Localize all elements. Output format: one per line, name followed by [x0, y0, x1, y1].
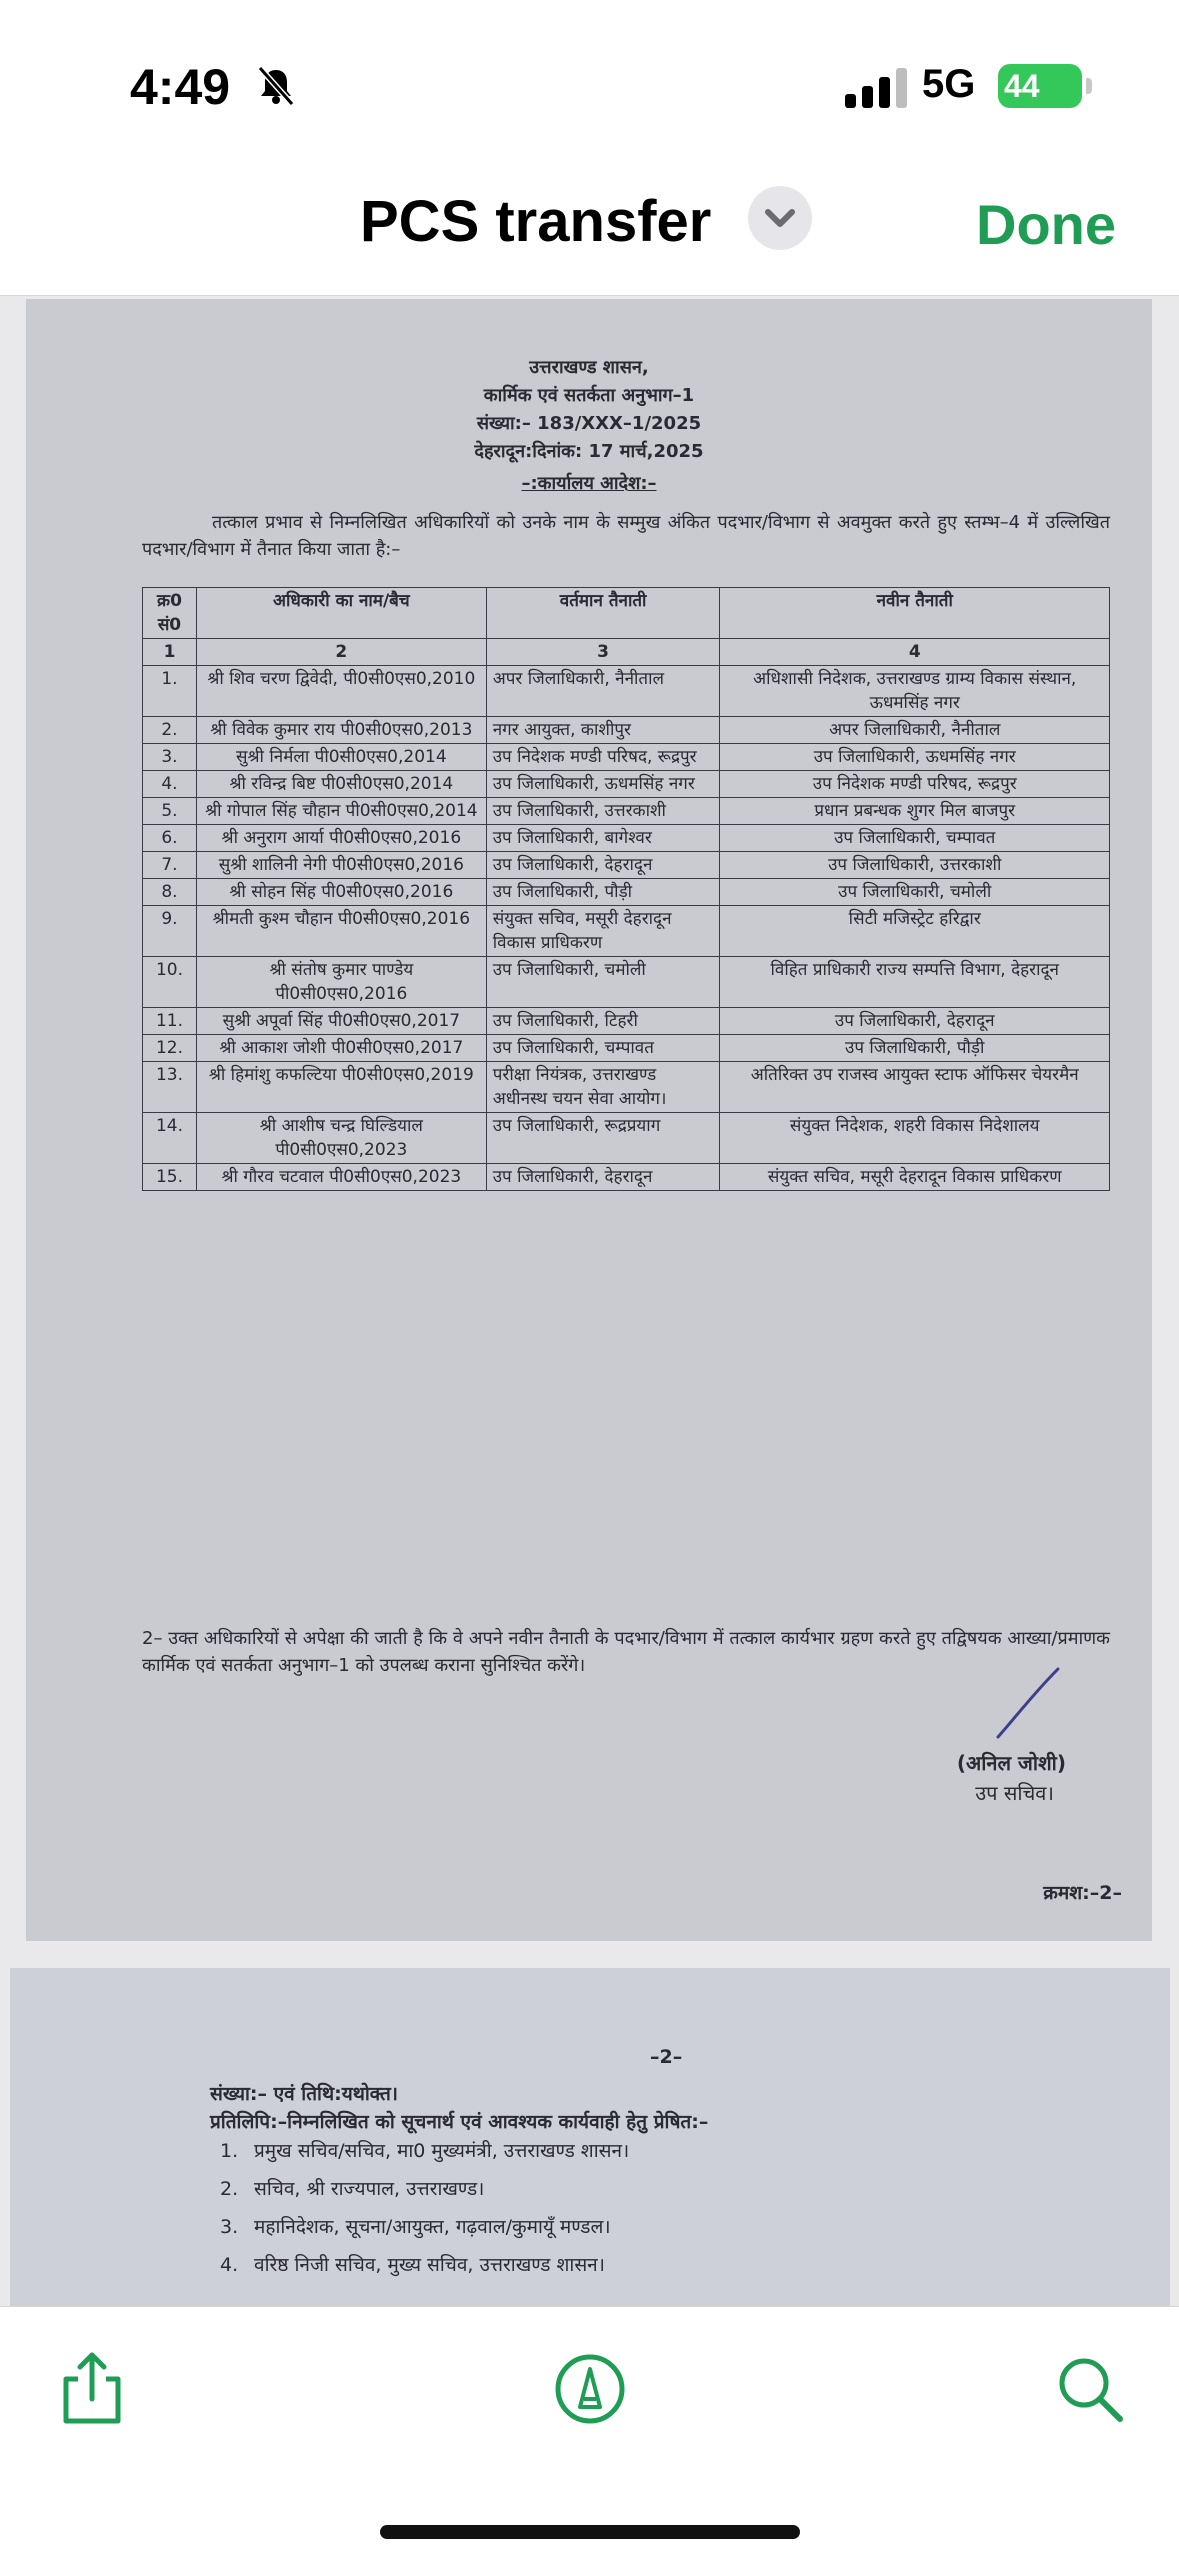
bottom-toolbar	[0, 2306, 1179, 2557]
document-viewer[interactable]	[0, 296, 1179, 2306]
list-item	[220, 2208, 629, 2246]
table-row	[143, 771, 1110, 798]
doc-header-line-5: –:कार्यालय आदेश:–	[521, 473, 657, 494]
navigation-bar	[0, 150, 1179, 296]
column-number: 1	[143, 639, 197, 666]
list-text: प्रमुख सचिव/सचिव, मा0 मुख्यमंत्री, उत्तराखण्ड शासन।	[254, 2140, 630, 2162]
battery-icon	[998, 64, 1082, 108]
current-posting-cell: अपर जिलाधिकारी, नैनीताल	[486, 666, 720, 717]
row-number: 13.	[143, 1062, 197, 1113]
table-row	[143, 1035, 1110, 1062]
officer-name-cell: श्री गौरव चटवाल पी0सी0एस0,2023	[196, 1164, 486, 1191]
home-indicator[interactable]	[380, 2525, 800, 2539]
column-number: 2	[196, 639, 486, 666]
transfer-table	[142, 587, 1110, 1191]
new-posting-cell: उप जिलाधिकारी, उत्तरकाशी	[720, 852, 1110, 879]
current-posting-cell: संयुक्त सचिव, मसूरी देहरादून विकास प्राधिकरण	[486, 906, 720, 957]
new-posting-cell: अधिशासी निदेशक, उत्तराखण्ड ग्राम्य विकास संस्थान, ऊधमसिंह नगर	[720, 666, 1110, 717]
table-row	[143, 666, 1110, 717]
current-posting-cell: उप जिलाधिकारी, देहरादून	[486, 1164, 720, 1191]
table-row	[143, 798, 1110, 825]
search-icon[interactable]	[1050, 2349, 1130, 2429]
list-number: 2.	[220, 2178, 239, 2200]
officer-name-cell: श्री हिमांशु कफल्टिया पी0सी0एस0,2019	[196, 1062, 486, 1113]
battery-level: 44	[1004, 68, 1040, 104]
document-page-2	[10, 1968, 1170, 2306]
silent-bell-icon	[254, 64, 298, 108]
table-row	[143, 1062, 1110, 1113]
table-header: वर्तमान तैनाती	[486, 588, 720, 639]
new-posting-cell: उप जिलाधिकारी, देहरादून	[720, 1008, 1110, 1035]
chevron-down-icon	[748, 186, 812, 250]
continued-marker: क्रमश:–2–	[1043, 1882, 1122, 1904]
current-posting-cell: उप जिलाधिकारी, उत्तरकाशी	[486, 798, 720, 825]
table-body	[143, 666, 1110, 1191]
row-number: 2.	[143, 717, 197, 744]
done-button[interactable]: Done	[976, 193, 1116, 256]
doc-header-line-4: देहरादून:दिनांक: 17 मार्च,2025	[474, 441, 704, 462]
officer-name-cell: श्री विवेक कुमार राय पी0सी0एस0,2013	[196, 717, 486, 744]
row-number: 1.	[143, 666, 197, 717]
list-number: 1.	[220, 2140, 239, 2162]
column-number: 3	[486, 639, 720, 666]
table-row	[143, 825, 1110, 852]
table-row	[143, 879, 1110, 906]
new-posting-cell: सिटी मजिस्ट्रेट हरिद्वार	[720, 906, 1110, 957]
row-number: 10.	[143, 957, 197, 1008]
doc-header-line-3: संख्या:– 183/XXX–1/2025	[476, 413, 702, 434]
doc-header-line-1: उत्तराखण्ड शासन,	[529, 357, 649, 378]
row-number: 11.	[143, 1008, 197, 1035]
table-header: क्र0 सं0	[143, 588, 197, 639]
officer-name-cell: श्री सोहन सिंह पी0सी0एस0,2016	[196, 879, 486, 906]
new-posting-cell: उप जिलाधिकारी, चम्पावत	[720, 825, 1110, 852]
signatory-designation: उप सचिव।	[975, 1781, 1054, 1805]
row-number: 14.	[143, 1113, 197, 1164]
title-menu-button[interactable]	[748, 186, 812, 250]
signatory-name: (अनिल जोशी)	[956, 1751, 1066, 1775]
new-posting-cell: उप जिलाधिकारी, पौड़ी	[720, 1035, 1110, 1062]
table-header: अधिकारी का नाम/बैच	[196, 588, 486, 639]
officer-name-cell: श्री अनुराग आर्या पी0सी0एस0,2016	[196, 825, 486, 852]
officer-name-cell: श्री शिव चरण द्विवेदी, पी0सी0एस0,2010	[196, 666, 486, 717]
officer-name-cell: सुश्री अपूर्वा सिंह पी0सी0एस0,2017	[196, 1008, 486, 1035]
column-number-row	[143, 639, 1110, 666]
table-row	[143, 852, 1110, 879]
table-header-row	[143, 588, 1110, 639]
list-item	[220, 2170, 629, 2208]
current-posting-cell: नगर आयुक्त, काशीपुर	[486, 717, 720, 744]
current-posting-cell: उप जिलाधिकारी, देहरादून	[486, 852, 720, 879]
row-number: 15.	[143, 1164, 197, 1191]
new-posting-cell: उप जिलाधिकारी, चमोली	[720, 879, 1110, 906]
current-posting-cell: उप जिलाधिकारी, ऊधमसिंह नगर	[486, 771, 720, 798]
list-item	[220, 2246, 629, 2284]
new-posting-cell: प्रधान प्रबन्धक शुगर मिल बाजपुर	[720, 798, 1110, 825]
list-number: 3.	[220, 2216, 239, 2238]
document-title[interactable]: PCS transfer	[360, 189, 712, 254]
copy-to-line: प्रतिलिपि:–निम्नलिखित को सूचनार्थ एवं आवश्यक कार्यवाही हेतु प्रेषित:–	[210, 2111, 709, 2133]
new-posting-cell: संयुक्त सचिव, मसूरी देहरादून विकास प्राधिकरण	[720, 1164, 1110, 1191]
doc-header-line-2: कार्मिक एवं सतर्कता अनुभाग–1	[483, 385, 695, 406]
table-row	[143, 717, 1110, 744]
current-posting-cell: उप जिलाधिकारी, रूद्रप्रयाग	[486, 1113, 720, 1164]
status-time: 4:49	[130, 59, 231, 115]
officer-name-cell: श्री संतोष कुमार पाण्डेय पी0सी0एस0,2016	[196, 957, 486, 1008]
list-text: महानिदेशक, सूचना/आयुक्त, गढ़वाल/कुमायूँ मण्डल।	[254, 2216, 611, 2238]
row-number: 8.	[143, 879, 197, 906]
row-number: 4.	[143, 771, 197, 798]
table-row	[143, 957, 1110, 1008]
current-posting-cell: उप जिलाधिकारी, चमोली	[486, 957, 720, 1008]
row-number: 7.	[143, 852, 197, 879]
current-posting-cell: परीक्षा नियंत्रक, उत्तराखण्ड अधीनस्थ चयन सेवा आयोग।	[486, 1062, 720, 1113]
new-posting-cell: विहित प्राधिकारी राज्य सम्पत्ति विभाग, देहरादून	[720, 957, 1110, 1008]
current-posting-cell: उप जिलाधिकारी, चम्पावत	[486, 1035, 720, 1062]
officer-name-cell: सुश्री शालिनी नेगी पी0सी0एस0,2016	[196, 852, 486, 879]
markup-icon[interactable]	[550, 2349, 630, 2429]
officer-name-cell: श्री आशीष चन्द्र घिल्डियाल पी0सी0एस0,2023	[196, 1113, 486, 1164]
new-posting-cell: उप निदेशक मण्डी परिषद, रूद्रपुर	[720, 771, 1110, 798]
copy-list	[220, 2132, 629, 2284]
intro-paragraph: तत्काल प्रभाव से निम्नलिखित अधिकारियों को उनके नाम के सम्मुख अंकित पदभार/विभाग से अवमुक्त करते हुए स्तम्भ–4 में उल्लिखित पदभार/विभाग में तैनात किया जाता है:–	[142, 512, 1110, 560]
page-number: –2–	[650, 2046, 683, 2068]
current-posting-cell: उप जिलाधिकारी, पौड़ी	[486, 879, 720, 906]
officer-name-cell: श्री गोपाल सिंह चौहान पी0सी0एस0,2014	[196, 798, 486, 825]
battery-tip	[1086, 78, 1092, 94]
column-number: 4	[720, 639, 1110, 666]
officer-name-cell: श्री रविन्द्र बिष्ट पी0सी0एस0,2014	[196, 771, 486, 798]
row-number: 5.	[143, 798, 197, 825]
row-number: 6.	[143, 825, 197, 852]
instruction-paragraph: 2– उक्त अधिकारियों से अपेक्षा की जाती है कि वे अपने नवीन तैनाती के पदभार/विभाग में तत्काल कार्यभार ग्रहण करते हुए तद्विषयक आख्या/प्रमाणक कार्मिक एवं सतर्कता अनुभाग–1 को उपलब्ध कराना सुनिश्चित करेंगे।	[142, 1628, 1110, 1676]
document-page-1	[26, 299, 1152, 1941]
table-header: नवीन तैनाती	[720, 588, 1110, 639]
new-posting-cell: संयुक्त निदेशक, शहरी विकास निदेशालय	[720, 1113, 1110, 1164]
officer-name-cell: सुश्री निर्मला पी0सी0एस0,2014	[196, 744, 486, 771]
table-row	[143, 744, 1110, 771]
signature-icon	[994, 1663, 1064, 1743]
signal-icon	[845, 68, 911, 108]
table-row	[143, 1113, 1110, 1164]
table-row	[143, 1008, 1110, 1035]
status-bar	[0, 0, 1179, 150]
current-posting-cell: उप जिलाधिकारी, टिहरी	[486, 1008, 720, 1035]
network-type: 5G	[922, 62, 976, 106]
list-text: सचिव, श्री राज्यपाल, उत्तराखण्ड।	[254, 2178, 485, 2200]
share-icon[interactable]	[52, 2349, 132, 2429]
list-item	[220, 2132, 629, 2170]
officer-name-cell: श्री आकाश जोशी पी0सी0एस0,2017	[196, 1035, 486, 1062]
table-row	[143, 906, 1110, 957]
current-posting-cell: उप निदेशक मण्डी परिषद, रूद्रपुर	[486, 744, 720, 771]
new-posting-cell: अतिरिक्त उप राजस्व आयुक्त स्टाफ ऑफिसर चेयरमैन	[720, 1062, 1110, 1113]
reference-line: संख्या:– एवं तिथि:यथोक्त।	[210, 2083, 399, 2105]
list-number: 4.	[220, 2254, 239, 2276]
row-number: 3.	[143, 744, 197, 771]
officer-name-cell: श्रीमती कुश्म चौहान पी0सी0एस0,2016	[196, 906, 486, 957]
list-text: वरिष्ठ निजी सचिव, मुख्य सचिव, उत्तराखण्ड शासन।	[254, 2254, 605, 2276]
current-posting-cell: उप जिलाधिकारी, बागेश्वर	[486, 825, 720, 852]
new-posting-cell: उप जिलाधिकारी, ऊधमसिंह नगर	[720, 744, 1110, 771]
new-posting-cell: अपर जिलाधिकारी, नैनीताल	[720, 717, 1110, 744]
table-row	[143, 1164, 1110, 1191]
row-number: 12.	[143, 1035, 197, 1062]
row-number: 9.	[143, 906, 197, 957]
